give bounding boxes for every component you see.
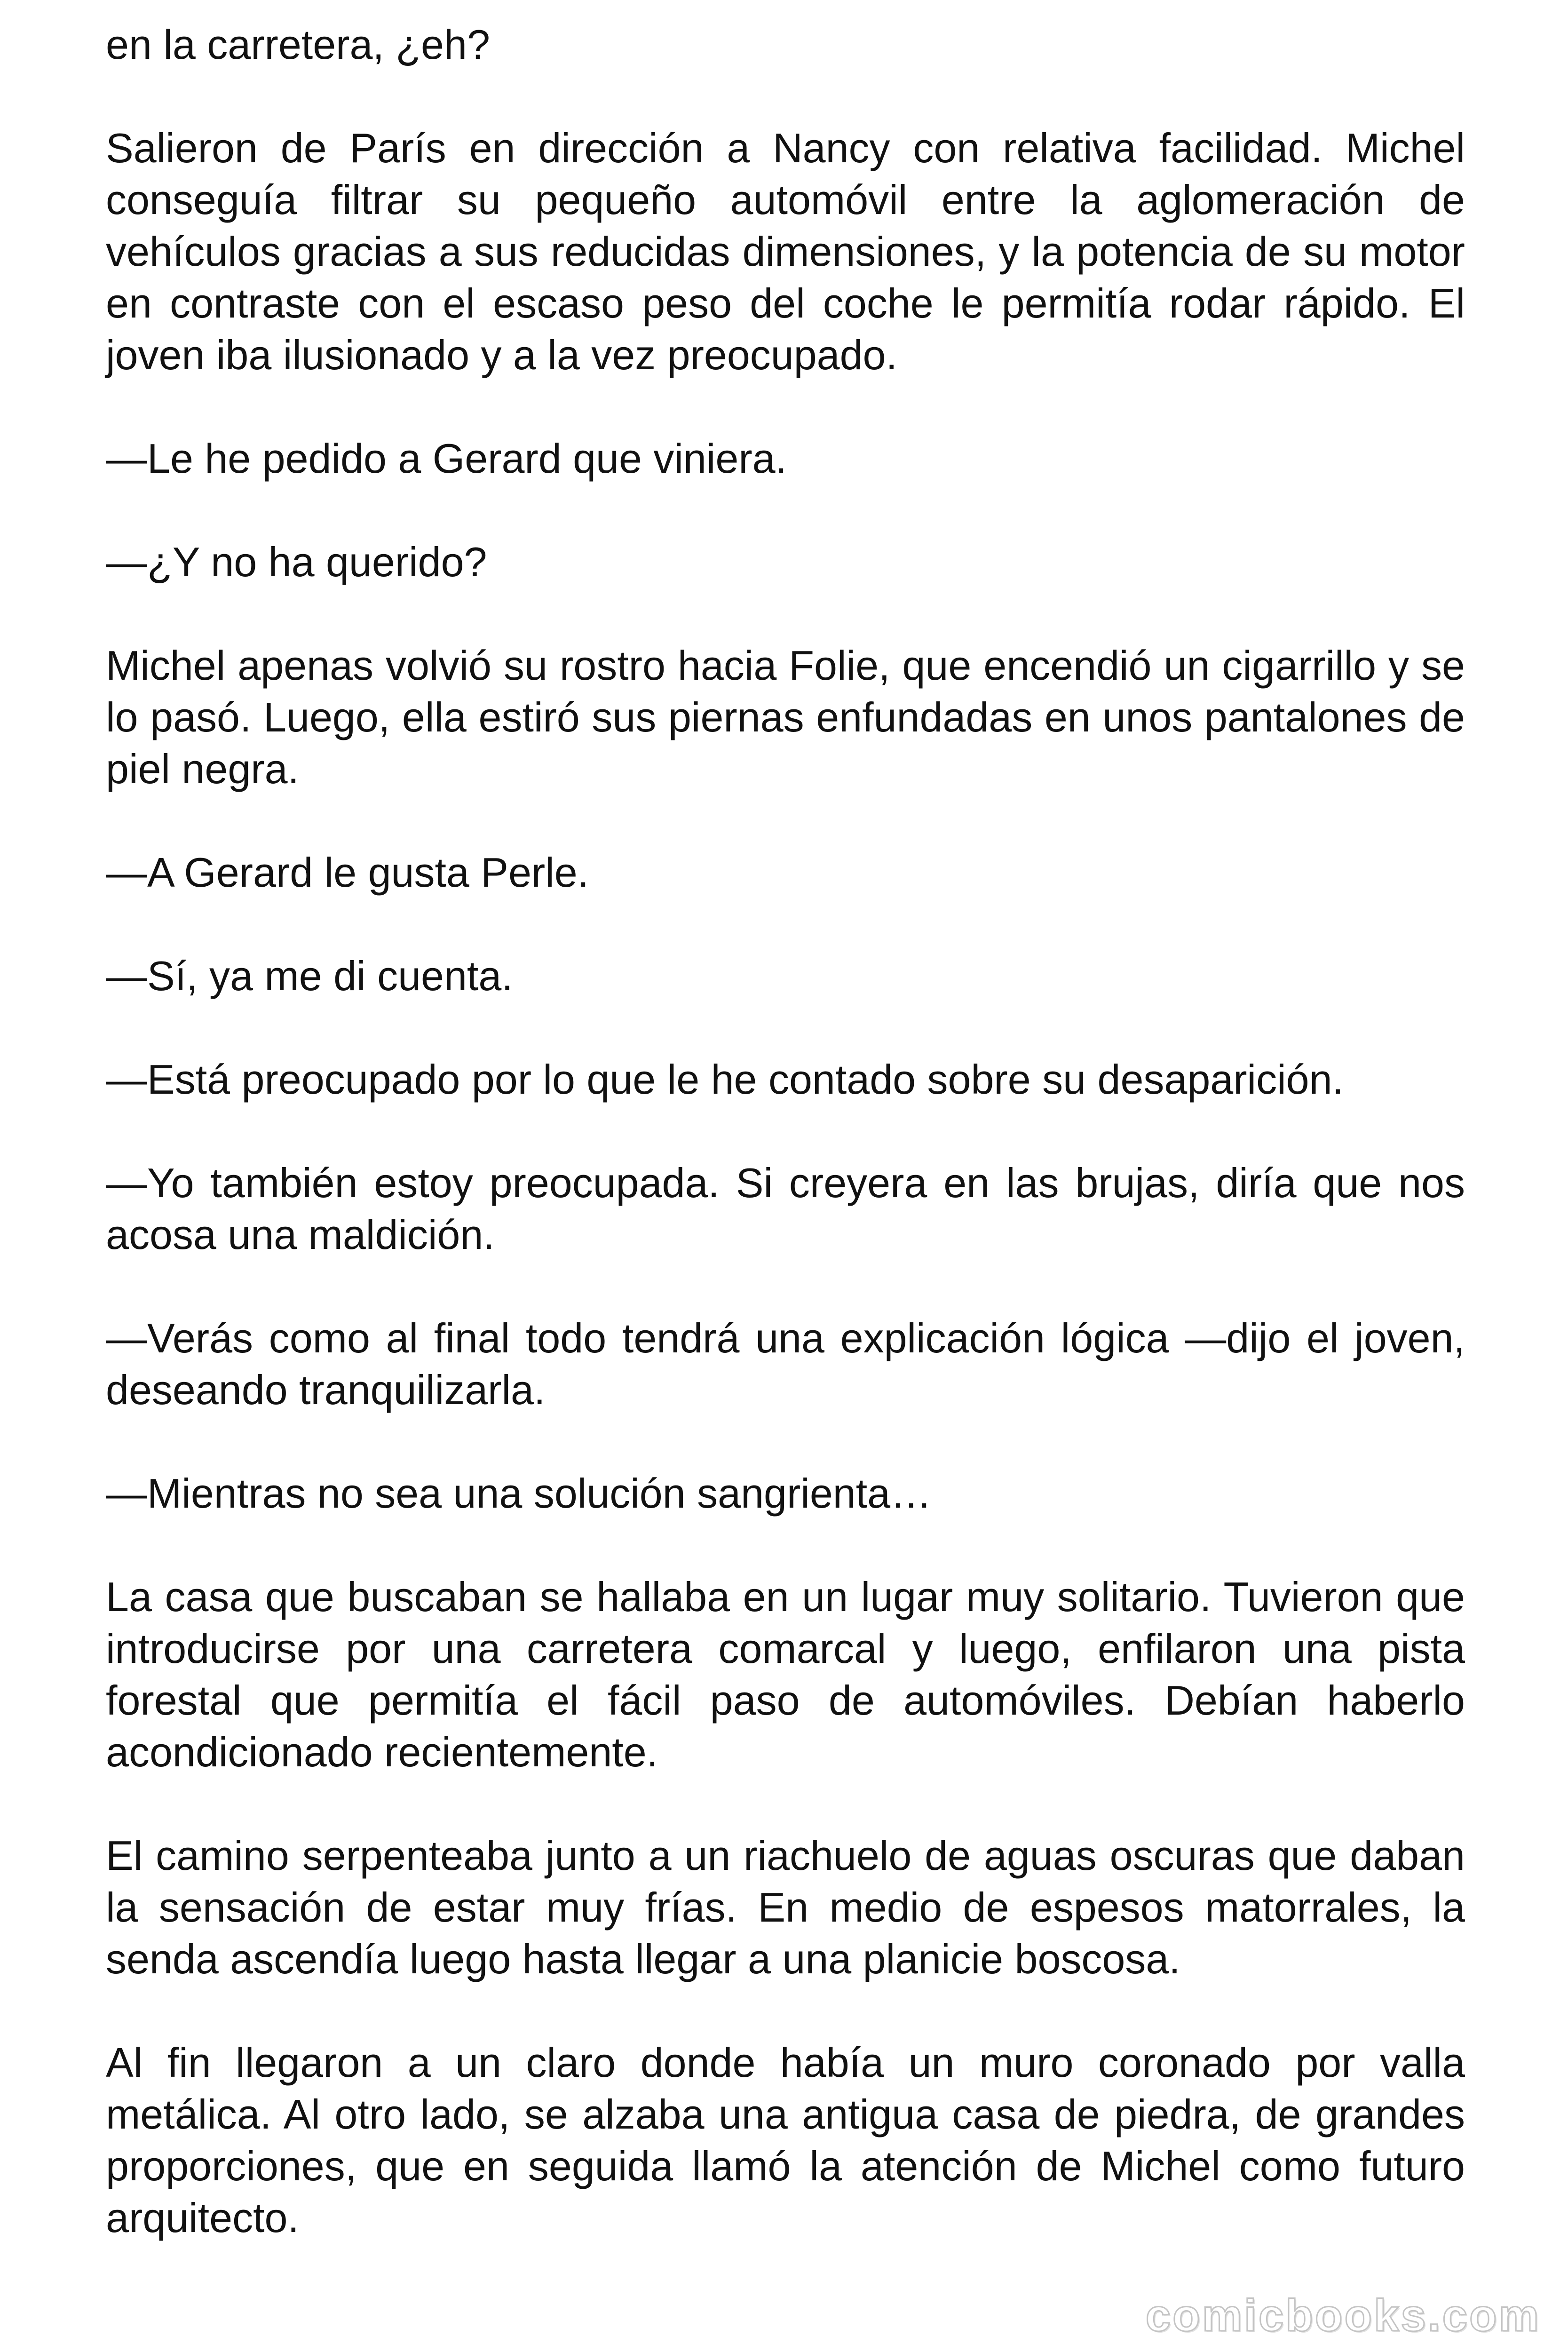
paragraph: Michel apenas volvió su rostro hacia Folie, que encendió un cigarrillo y se lo pasó. Luego, ella estiró sus piernas enfundadas en unos pantalones de piel negra.	[106, 642, 1465, 792]
paragraph: El camino serpenteaba junto a un riachuelo de aguas oscuras que daban la sensación de estar muy frías. En medio de espesos matorrales, la senda ascendía luego hasta llegar a una planicie boscosa.	[106, 1832, 1465, 1982]
paragraph: —Yo también estoy preocupada. Si creyera en las brujas, diría que nos acosa una maldición.	[106, 1160, 1465, 1258]
paragraph: Salieron de París en dirección a Nancy con relativa facilidad. Michel conseguía filtrar su pequeño automóvil entre la aglomeración de vehículos gracias a sus reducidas dimensiones, y la potencia de su motor en contraste con el escaso peso del coche le permitía rodar rápido. El joven iba ilusionado y a la vez preocupado.	[106, 125, 1465, 378]
paragraph: en la carretera, ¿eh?	[106, 21, 490, 68]
paragraph: —Mientras no sea una solución sangrienta…	[106, 1470, 932, 1517]
paragraph: —Verás como al final todo tendrá una explicación lógica —dijo el joven, deseando tranquilizarla.	[106, 1315, 1465, 1413]
paragraph: —Le he pedido a Gerard que viniera.	[106, 435, 787, 482]
paragraph: La casa que buscaban se hallaba en un lugar muy solitario. Tuvieron que introducirse por una carretera comarcal y luego, enfilaron una pista forestal que permitía el fácil paso de automóviles. Debían haberlo acondicionado recientemente.	[106, 1573, 1465, 1775]
paragraph: —¿Y no ha querido?	[106, 539, 487, 585]
document-page	[106, 19, 1465, 2244]
paragraph: —Sí, ya me di cuenta.	[106, 953, 513, 999]
paragraph: —A Gerard le gusta Perle.	[106, 849, 589, 896]
paragraph: Al fin llegaron a un claro donde había un muro coronado por valla metálica. Al otro lado, se alzaba una antigua casa de piedra, de grandes proporciones, que en seguida llamó la atención de Michel como futuro arquitecto.	[106, 2039, 1465, 2241]
paragraph: —Está preocupado por lo que le he contado sobre su desaparición.	[106, 1056, 1344, 1103]
watermark: comicbooks.com	[1145, 2290, 1541, 2341]
